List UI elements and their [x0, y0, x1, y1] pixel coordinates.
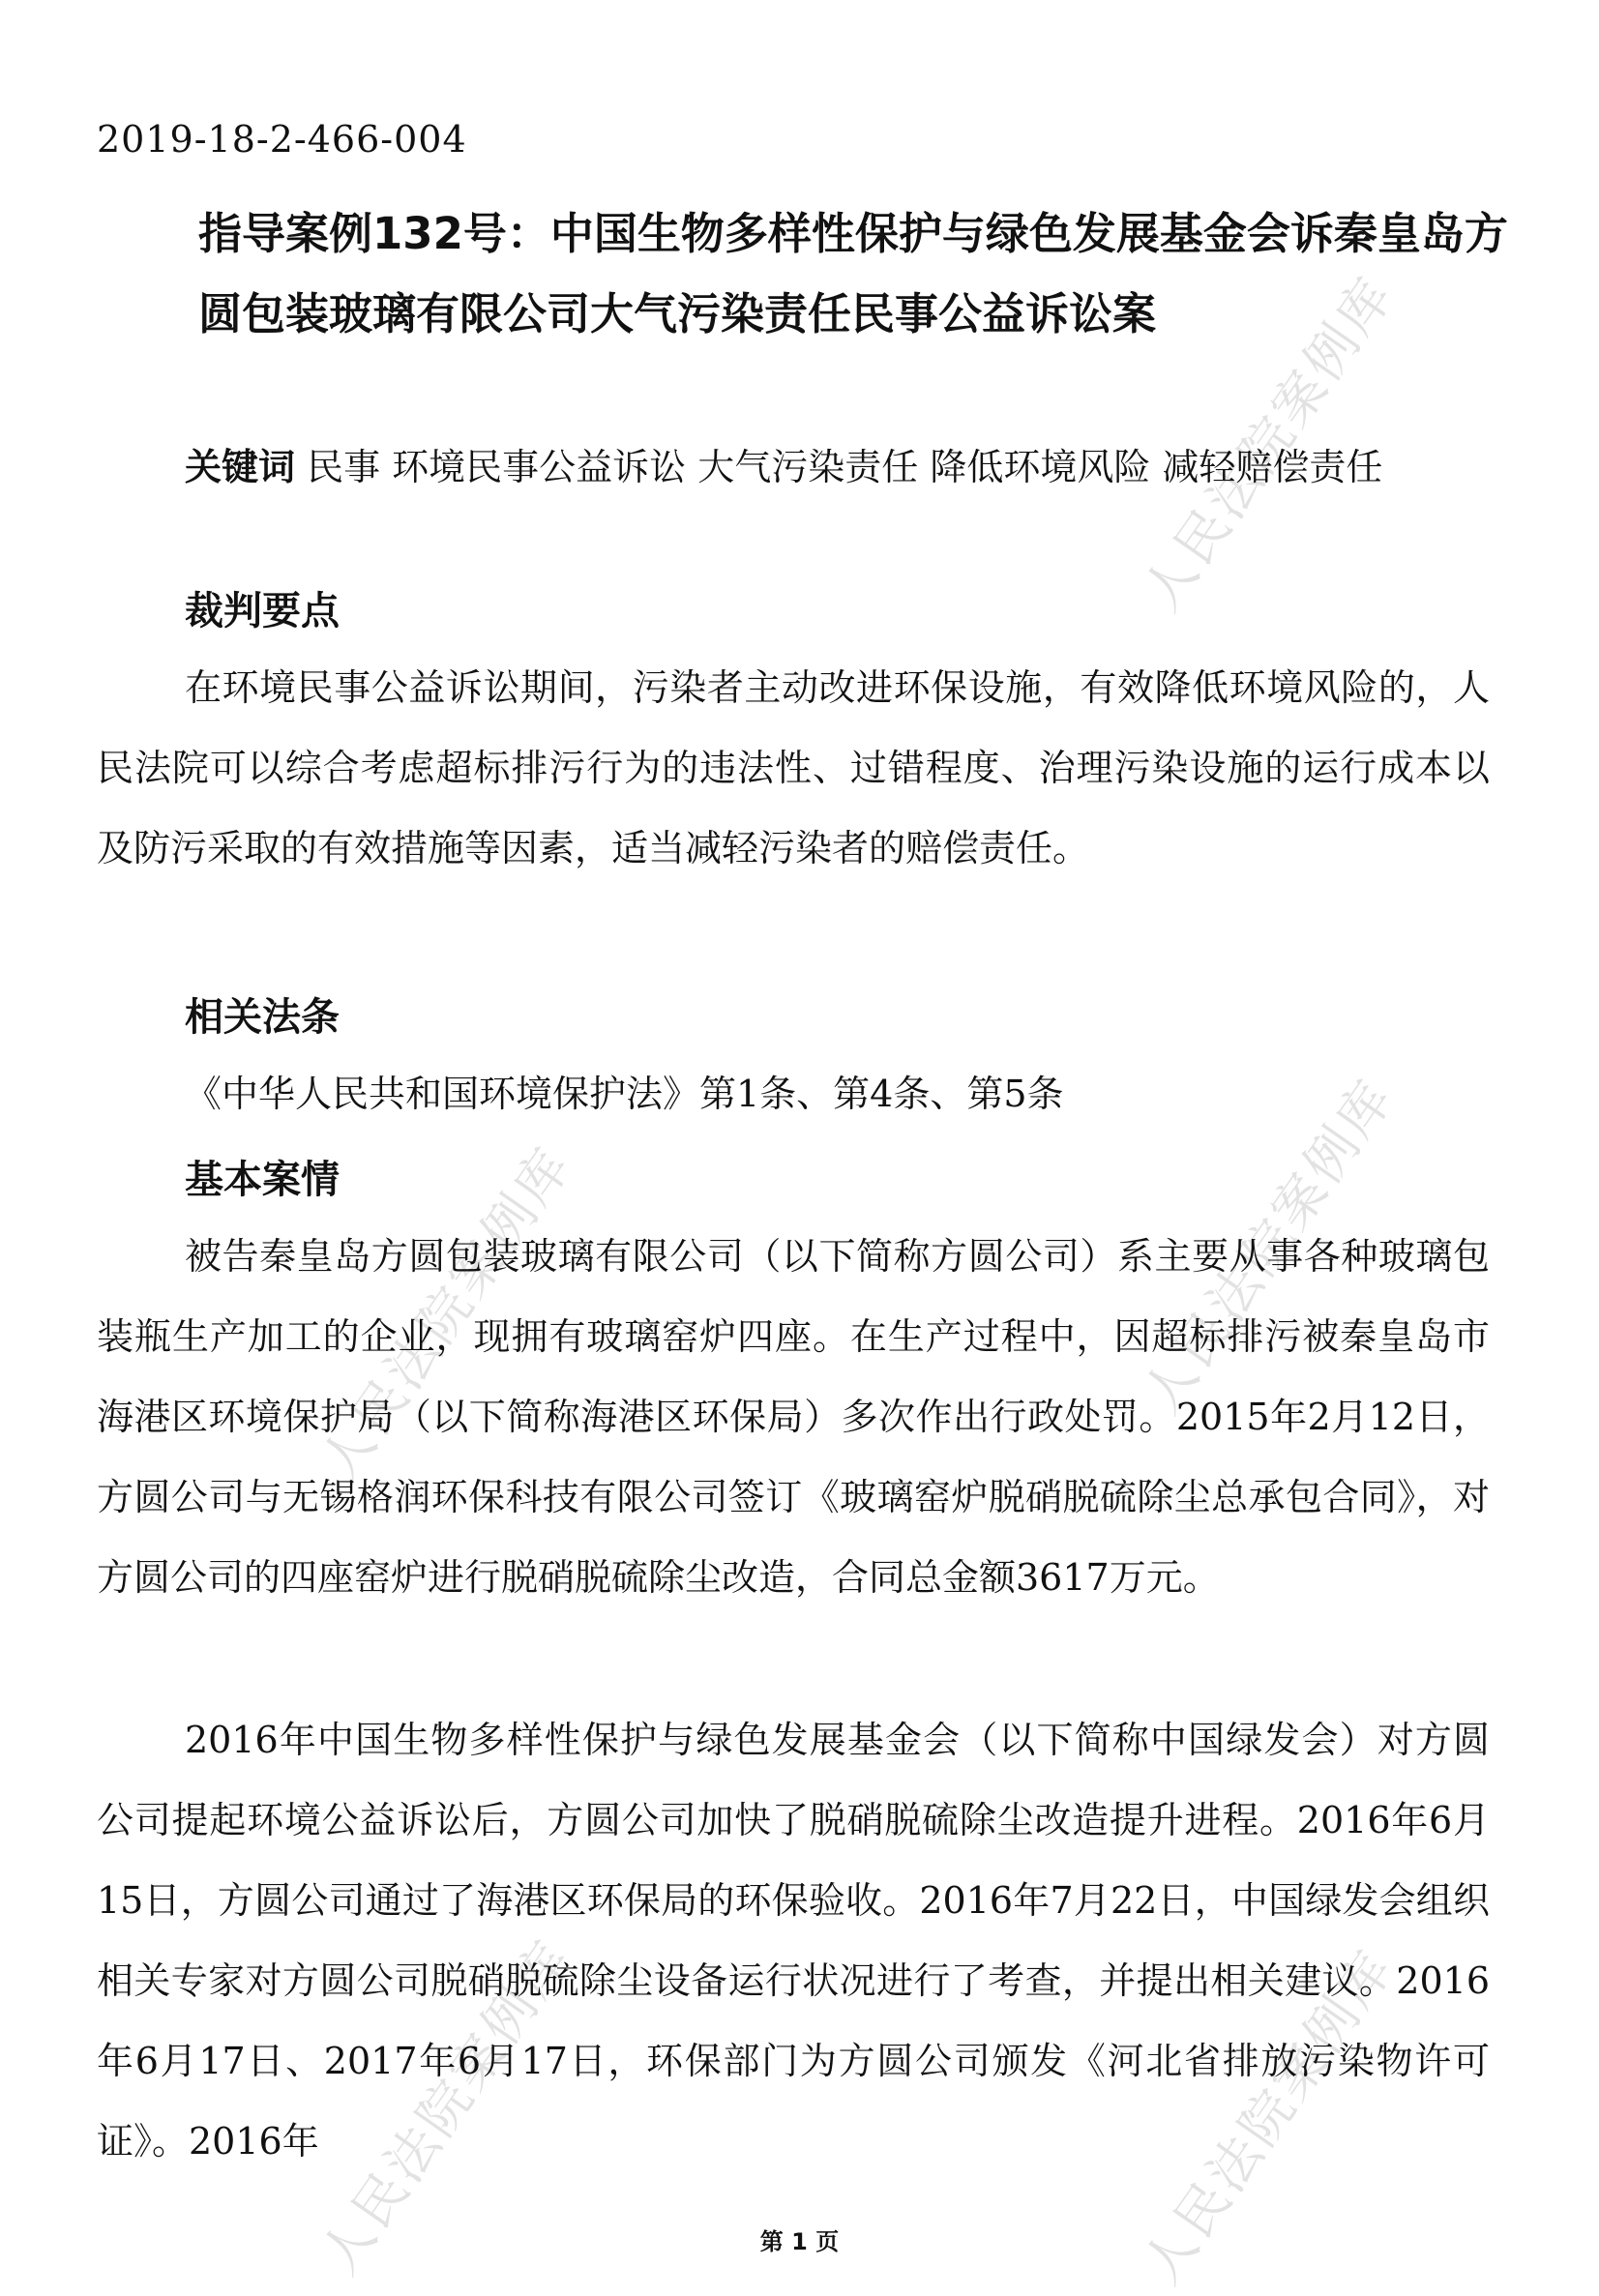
- watermark: 人民法院案例库: [309, 1928, 584, 2285]
- basic-facts-paragraph: 2016年中国生物多样性保护与绿色发展基金会（以下简称中国绿发会）对方圆公司提起环境公益诉讼后，方圆公司加快了脱硝脱硫除尘改造提升进程。2016年6月15日，方圆公司通过了海港区环保局的环保验收。2016年7月22日，中国绿发会组织相关专家对方圆公司脱硝脱硫除尘设备运行状况进行了考查，并提出相关建议。2016年6月17日、2017年6月17日，环保部门为方圆公司颁发《河北省排放污染物许可证》。2016年: [97, 1719, 1490, 2163]
- basic-facts-heading: 基本案情: [185, 1158, 340, 1202]
- watermark: 人民法院案例库: [1131, 264, 1407, 622]
- related-laws-text: 《中华人民共和国环境保护法》第1条、第4条、第5条: [185, 1073, 1064, 1115]
- keywords-text: 民事 环境民事公益诉讼 大气污染责任 降低环境风险 减轻赔偿责任: [295, 446, 1383, 488]
- case-number: 2019-18-2-466-004: [97, 118, 467, 161]
- watermark: 人民法院案例库: [1131, 1937, 1407, 2295]
- watermark: 人民法院案例库: [309, 1134, 584, 1492]
- judgment-points-text: 在环境民事公益诉讼期间，污染者主动改进环保设施，有效降低环境风险的，人民法院可以综合考虑超标排污行为的违法性、过错程度、治理污染设施的运行成本以及防污采取的有效措施等因素，适当减轻污染者的赔偿责任。: [97, 666, 1490, 869]
- page-number: 第 1 页: [759, 2228, 840, 2255]
- keywords-paragraph: [97, 427, 1490, 508]
- basic-facts-paragraph: 被告秦皇岛方圆包装玻璃有限公司（以下简称方圆公司）系主要从事各种玻璃包装瓶生产加工的企业，现拥有玻璃窑炉四座。在生产过程中，因超标排污被秦皇岛市海港区环境保护局（以下简称海港区环保局）多次作出行政处罚。2015年2月12日，方圆公司与无锡格润环保科技有限公司签订《玻璃窑炉脱硝脱硫除尘总承包合同》，对方圆公司的四座窑炉进行脱硝脱硫除尘改造，合同总金额3617万元。: [97, 1235, 1490, 1599]
- keywords-label: 关键词: [185, 446, 296, 488]
- watermark: 人民法院案例库: [1131, 1067, 1407, 1425]
- document-title: 指导案例132号：中国生物多样性保护与绿色发展基金会诉秦皇岛方圆包装玻璃有限公司大气污染责任民事公益诉讼案: [198, 208, 1508, 339]
- judgment-points-heading: 裁判要点: [185, 589, 340, 633]
- related-laws-heading: 相关法条: [185, 995, 340, 1040]
